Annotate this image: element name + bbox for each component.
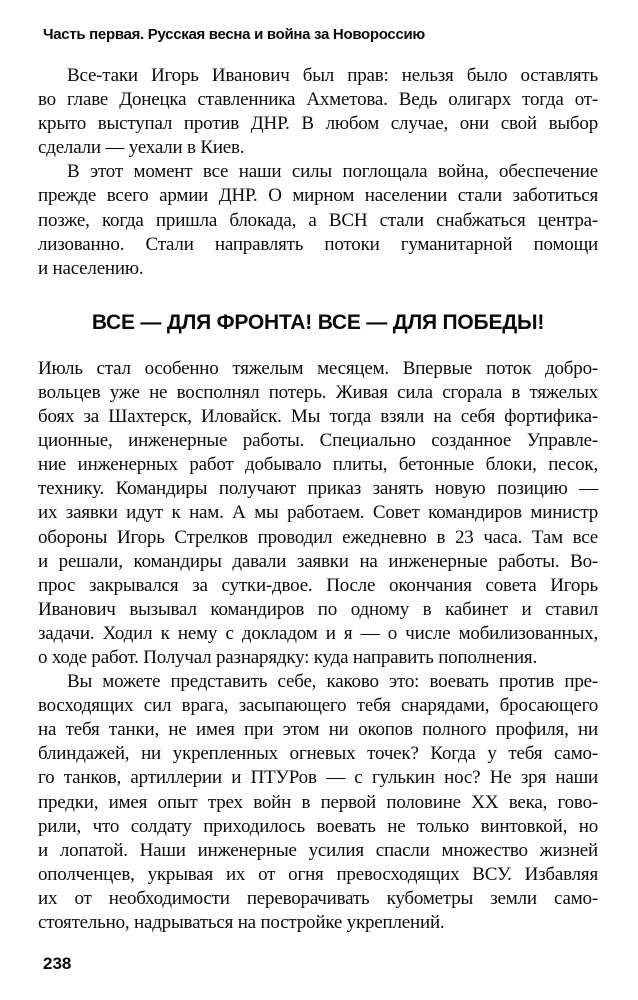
paragraph xyxy=(38,357,598,670)
text-line: их заявки идут к нам. А мы работаем. Совет командиров министр xyxy=(38,502,598,524)
paragraph xyxy=(38,160,598,280)
text-line: Вы можете представить себе, каково это: воевать против пре- xyxy=(67,671,598,693)
paragraph xyxy=(38,670,598,935)
text-line: рили, что солдату приходилось воевать не только винтовкой, но xyxy=(38,815,598,837)
text-line: Все-таки Игорь Иванович был прав: нельзя было оставлять xyxy=(67,65,598,86)
text-line: и решали, командиры давали заявки на инженерные работы. Во- xyxy=(38,550,598,572)
text-line: и населению. xyxy=(38,257,144,279)
text-line: ополченцев, укрывая их от огня превосходящих ВСУ. Избавляя xyxy=(38,863,598,885)
text-line: Иванович вызывал командиров по одному в кабинет и ставил xyxy=(38,598,598,620)
section-heading: ВСЕ — ДЛЯ ФРОНТА! ВСЕ — ДЛЯ ПОБЕДЫ! xyxy=(91,310,545,334)
text-line: обороны Игорь Стрелков проводил ежедневно в 23 часа. Там все xyxy=(38,526,598,548)
text-line: В этот момент все наши силы поглощала война, обеспечение xyxy=(67,161,598,183)
text-line: ционные, инженерные работы. Специально созданное Управле- xyxy=(38,430,598,452)
text-line: прос закрывался за сутки-двое. После окончания совета Игорь xyxy=(38,574,598,596)
text-line: задачи. Ходил к нему с докладом и я — о числе мобилизованных, xyxy=(38,622,598,644)
text-line: крыто выступал против ДНР. В любом случае, они свой выбор xyxy=(38,113,598,135)
body-text xyxy=(38,64,598,935)
text-line: блиндажей, ни укрепленных огневых точек? Когда у тебя само- xyxy=(38,743,598,765)
text-line: на тебя танки, не имея при этом ни окопов полного профиля, ни xyxy=(38,719,598,741)
running-header: Часть первая. Русская весна и война за Новороссию xyxy=(43,26,425,43)
text-line: го танков, артиллерии и ПТУРов — с гулькин нос? Не зря наши xyxy=(38,767,598,789)
text-line: прежде всего армии ДНР. О мирном населении стали заботиться xyxy=(38,185,598,207)
text-line: предки, имея опыт трех войн в первой половине XX века, гово- xyxy=(38,791,598,813)
text-line: о ходе работ. Получал разнарядку: куда направить пополнения. xyxy=(38,646,537,668)
text-line: технику. Командиры получают приказ занять новую позицию — xyxy=(38,478,598,500)
text-line: их от необходимости переворачивать кубометры земли само- xyxy=(38,887,598,909)
text-line: во главе Донецка ставленника Ахметова. Ведь олигарх тогда от- xyxy=(38,89,598,111)
text-line: позже, когда пришла блокада, а ВСН стали снабжаться центра- xyxy=(38,209,598,231)
text-line: лизованно. Стали направлять потоки гуманитарной помощи xyxy=(38,233,598,255)
text-line: стоятельно, надрываться на постройке укреплений. xyxy=(38,912,445,933)
text-line: сделали — уехали в Киев. xyxy=(38,137,245,159)
text-line: восходящих сил врага, засыпающего тебя снарядами, бросающего xyxy=(38,695,598,717)
text-line: вольцев уже не восполнял потерь. Живая сила сгорала в тяжелых xyxy=(38,381,598,403)
text-line: ние инженерных работ добывало плиты, бетонные блоки, песок, xyxy=(38,454,598,476)
paragraph xyxy=(38,64,598,160)
text-line: боях за Шахтерск, Иловайск. Мы тогда взяли на себя фортифика- xyxy=(38,406,598,428)
text-line: и лопатой. Наши инженерные усилия спасли множество жизней xyxy=(38,839,598,861)
text-line: Июль стал особенно тяжелым месяцем. Впервые поток добро- xyxy=(38,357,598,379)
page-number: 238 xyxy=(43,954,72,973)
